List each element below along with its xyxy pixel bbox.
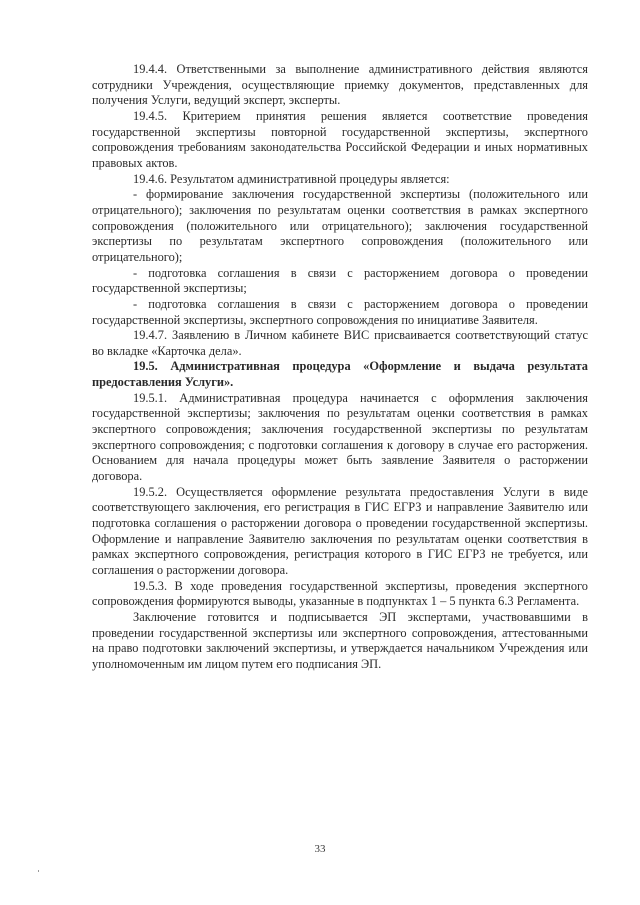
list-item-conclusion: - формирование заключения государственной экспертизы (положительного или отрицательного); заключения по результатам оценки соответствия в рамках экспертного сопровождения (положительного или отрицательного); заключения государственной экспертизы по результатам экспертного сопровождения (положительного или отрицательного);	[92, 187, 588, 264]
list-item-agreement-termination-applicant: - подготовка соглашения в связи с расторжением договора о проведении государственной экспертизы, экспертного сопровождения по инициативе Заявителя.	[92, 296, 588, 327]
page-number: 33	[314, 843, 326, 855]
paragraph-19-5-2: 19.5.2. Осуществляется оформление результата предоставления Услуги в виде соответствующего заключения, его регистрация в ГИС ЕГРЗ и направление Заявителю или подготовка соглашения о расторжении договора о проведении государственной экспертизы. Оформление и направление Заявителю заключения по результатам оценки соответствия в рамках экспертного сопровождения, регистрация которого в ГИС ЕГРЗ не требуется, или соглашения о расторжении договора.	[92, 484, 588, 577]
document-body	[92, 62, 588, 673]
paragraph-19-4-5: 19.4.5. Критерием принятия решения является соответствие проведения государственной экспертизы повторной государственной экспертизы, экспертного сопровождения требованиям законодательства Российской Федерации и иных нормативных правовых актов.	[92, 108, 588, 170]
scan-artifact	[38, 870, 39, 872]
list-item-agreement-termination: - подготовка соглашения в связи с расторжением договора о проведении государственной экспертизы;	[92, 265, 588, 296]
paragraph-conclusion-signing: Заключение готовится и подписывается ЭП экспертами, участвовавшими в проведении государственной экспертизы или экспертного сопровождения, аттестованными на право подготовки заключений экспертизы, и утверждается начальником Учреждения или уполномоченным им лицом путем его подписания ЭП.	[92, 609, 588, 671]
paragraph-19-4-7: 19.4.7. Заявлению в Личном кабинете ВИС присваивается соответствующий статус во вкладке «Карточка дела».	[92, 328, 588, 358]
paragraph-19-4-6: 19.4.6. Результатом административной процедуры является:	[133, 171, 450, 186]
paragraph-19-5-3: 19.5.3. В ходе проведения государственной экспертизы, проведения экспертного сопровождения формируются выводы, указанные в подпунктах 1 – 5 пункта 6.3 Регламента.	[92, 578, 588, 609]
paragraph-19-5-1: 19.5.1. Административная процедура начинается с оформления заключения государственной экспертизы; заключения по результатам оценки соответствия в рамках экспертного сопровождения; заключения государственной экспертизы по результатам экспертного сопровождения; с подготовки соглашения к договору в случае его расторжения. Основанием для начала процедуры может быть заявление Заявителя о расторжении договора.	[92, 390, 588, 484]
section-heading-19-5: 19.5. Административная процедура «Оформление и выдача результата предоставления Услуги».	[92, 359, 588, 390]
paragraph-19-4-4: 19.4.4. Ответственными за выполнение административного действия являются сотрудники Учреждения, осуществляющие приемку документов, представленных для получения Услуги, ведущий эксперт, эксперты.	[92, 62, 588, 108]
